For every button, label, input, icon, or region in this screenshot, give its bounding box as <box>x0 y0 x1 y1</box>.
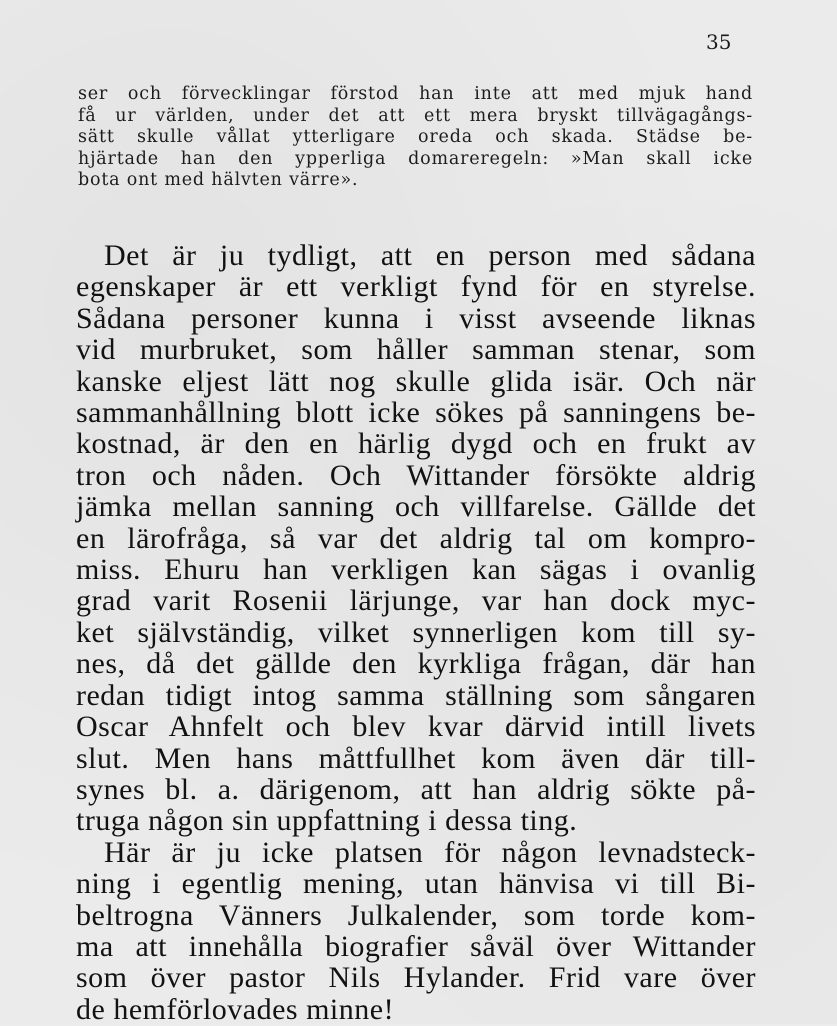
text-line: Oscar Ahnfelt och blev kvar därvid intill livets <box>76 710 756 744</box>
text-line: truga någon sin uppfattning i dessa ting. <box>76 804 578 838</box>
text-line: kostnad, är den en härlig dygd och en frukt av <box>76 427 756 461</box>
text-line: Det är ju tydligt, att en person med sådana <box>104 239 756 272</box>
text-line: grad varit Rosenii lärjunge, var han dock myc- <box>76 584 756 618</box>
text-line: egenskaper är ett verkligt fynd för en styrelse. <box>76 270 756 304</box>
text-line: ma att innehålla biografier såväl över Wittander <box>76 929 756 963</box>
text-line: tron och nåden. Och Wittander försökte aldrig <box>76 458 756 492</box>
paragraph-1 <box>76 240 756 837</box>
text-line: beltrogna Vänners Julkalender, som torde kom- <box>76 898 756 932</box>
text-line: synes bl. a. därigenom, att han aldrig sökte på- <box>76 772 756 806</box>
footnote-block <box>78 84 753 192</box>
text-line: de hemförlovades minne! <box>76 992 395 1026</box>
text-line: Här är ju icke platsen för någon levnadsteck- <box>104 835 756 869</box>
text-line: ket självständig, vilket synnerligen kom till sy- <box>76 615 756 649</box>
footnote-line: ser och förvecklingar förstod han inte att med mjuk hand <box>78 84 753 104</box>
text-line: ning i egentlig mening, utan hänvisa vi till Bi- <box>76 867 756 901</box>
text-line: en lärofråga, så var det aldrig tal om kompro- <box>76 521 756 555</box>
paragraph-2 <box>76 837 756 1025</box>
main-text <box>76 240 756 1025</box>
footnote-line: sätt skulle vållat ytterligare oreda och skada. Städse be- <box>78 127 753 147</box>
footnote-line: få ur världen, under det att ett mera bryskt tillvägagångs- <box>78 105 753 126</box>
text-line: sammanhållning blott icke sökes på sanningens be- <box>76 396 756 430</box>
text-line: vid murbruket, som håller samman stenar, som <box>76 333 756 367</box>
text-line: slut. Men hans måttfullhet kom även där till- <box>76 741 756 775</box>
text-line: kanske eljest lätt nog skulle glida isär. Och när <box>76 364 756 398</box>
footnote-line: hjärtade han den ypperliga domareregeln: »Man skall icke <box>78 148 753 169</box>
text-line: Sådana personer kunna i visst avseende liknas <box>76 301 756 335</box>
text-line: som över pastor Nils Hylander. Frid vare över <box>76 961 756 995</box>
text-line: nes, då det gällde den kyrkliga frågan, där han <box>76 647 756 681</box>
text-line: redan tidigt intog samma ställning som sångaren <box>76 678 756 712</box>
text-line: jämka mellan sanning och villfarelse. Gällde det <box>76 490 756 524</box>
footnote-line: bota ont med hälvten värre». <box>78 170 359 190</box>
text-line: miss. Ehuru han verkligen kan sägas i ovanlig <box>76 553 756 587</box>
page-number: 35 <box>706 30 732 54</box>
